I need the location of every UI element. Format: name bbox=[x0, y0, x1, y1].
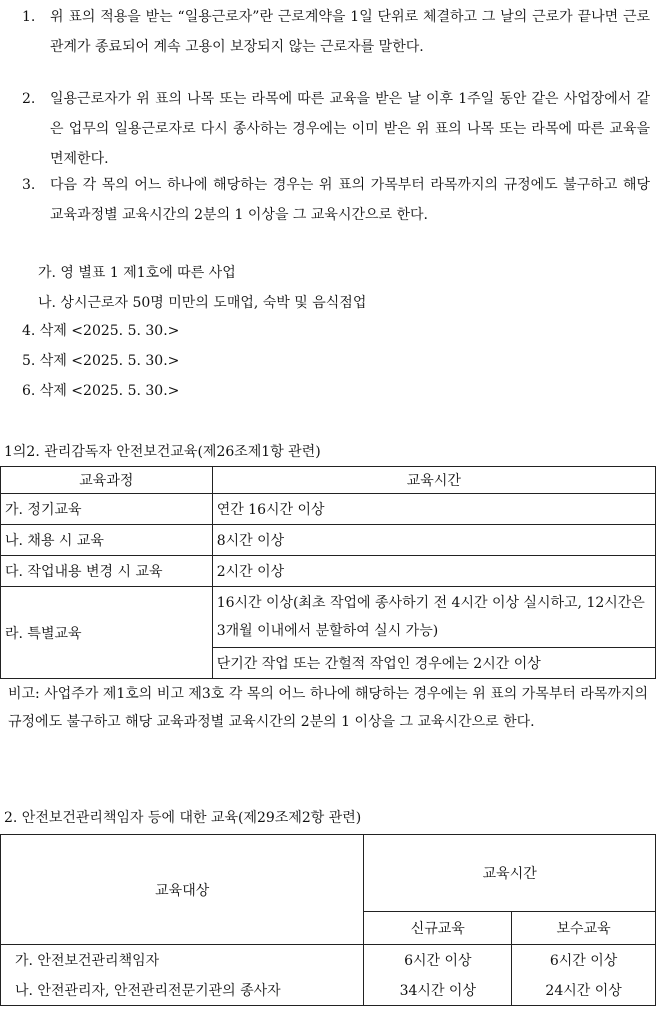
header-new: 신규교육 bbox=[364, 912, 512, 945]
note-text: 다음 각 목의 어느 하나에 해당하는 경우는 위 표의 가목부터 라목까지의 규정에도 불구하고 해당 교육과정별 교육시간의 2분의 1 이상을 그 교육시간으로 한다. bbox=[50, 177, 650, 223]
table2-caption: 2. 안전보건관리책임자 등에 대한 교육(제29조제2항 관련) bbox=[4, 810, 362, 826]
note-3 bbox=[22, 170, 650, 230]
table-row bbox=[1, 587, 656, 648]
course-cell: 가. 정기교육 bbox=[1, 494, 213, 525]
time-cell: 16시간 이상(최초 작업에 종사하기 전 4시간 이상 실시하고, 12시간은 3개월 이내에서 분할하여 실시 가능) bbox=[212, 587, 655, 648]
time-cell: 2시간 이상 bbox=[212, 556, 655, 587]
table-row bbox=[1, 945, 656, 976]
course-cell: 나. 채용 시 교육 bbox=[1, 525, 213, 556]
time-cell: 연간 16시간 이상 bbox=[212, 494, 655, 525]
header-time: 교육시간 bbox=[212, 467, 655, 494]
refresh-cell: 24시간 이상 bbox=[512, 975, 656, 1006]
note-text: 일용근로자가 위 표의 나목 또는 라목에 따른 교육을 받은 날 이후 1주일 동안 같은 사업장에서 같은 업무의 일용근로자로 다시 종사하는 경우에는 이미 받은 위 표의 나목 또는 라목에 따른 교육을 면제한다. bbox=[50, 91, 650, 167]
manager-education-table bbox=[0, 834, 656, 1006]
target-cell: 가. 안전보건관리책임자 bbox=[1, 945, 364, 976]
note-number: 1. bbox=[22, 9, 36, 25]
note-number: 3. bbox=[22, 177, 36, 193]
table-row bbox=[1, 556, 656, 587]
refresh-cell: 6시간 이상 bbox=[512, 945, 656, 976]
sub-item-b: 나. 상시근로자 50명 미만의 도매업, 숙박 및 음식점업 bbox=[38, 295, 367, 311]
deleted-item-4: 4. 삭제 <2025. 5. 30.> bbox=[22, 323, 180, 339]
table1-caption: 1의2. 관리감독자 안전보건교육(제26조제1항 관련) bbox=[4, 444, 321, 460]
note-1 bbox=[22, 2, 650, 62]
note-2 bbox=[22, 84, 650, 174]
time-cell: 단기간 작업 또는 간헐적 작업인 경우에는 2시간 이상 bbox=[212, 648, 655, 679]
deleted-item-6: 6. 삭제 <2025. 5. 30.> bbox=[22, 383, 180, 399]
new-cell: 34시간 이상 bbox=[364, 975, 512, 1006]
target-cell: 나. 안전관리자, 안전관리전문기관의 종사자 bbox=[1, 975, 364, 1006]
course-cell: 라. 특별교육 bbox=[1, 587, 213, 679]
table-row bbox=[1, 494, 656, 525]
course-cell: 다. 작업내용 변경 시 교육 bbox=[1, 556, 213, 587]
table1-remark: 비고: 사업주가 제1호의 비고 제3호 각 목의 어느 하나에 해당하는 경우에는 위 표의 가목부터 라목까지의 규정에도 불구하고 해당 교육과정별 교육시간의 2분의 1 이상을 그 교육시간으로 한다. bbox=[8, 686, 648, 730]
note-text: 위 표의 적용을 받는 “일용근로자”란 근로계약을 1일 단위로 체결하고 그 날의 근로가 끝나면 근로관계가 종료되어 계속 고용이 보장되지 않는 근로자를 말한다. bbox=[50, 9, 650, 55]
note-number: 2. bbox=[22, 91, 36, 107]
header-refresh: 보수교육 bbox=[512, 912, 656, 945]
deleted-item-5: 5. 삭제 <2025. 5. 30.> bbox=[22, 353, 180, 369]
time-cell: 8시간 이상 bbox=[212, 525, 655, 556]
header-time: 교육시간 bbox=[364, 835, 656, 912]
table-row bbox=[1, 975, 656, 1006]
header-course: 교육과정 bbox=[1, 467, 213, 494]
sub-item-a: 가. 영 별표 1 제1호에 따른 사업 bbox=[38, 265, 236, 281]
supervisor-education-table bbox=[0, 466, 656, 679]
header-target: 교육대상 bbox=[1, 835, 364, 945]
new-cell: 6시간 이상 bbox=[364, 945, 512, 976]
table-row bbox=[1, 525, 656, 556]
